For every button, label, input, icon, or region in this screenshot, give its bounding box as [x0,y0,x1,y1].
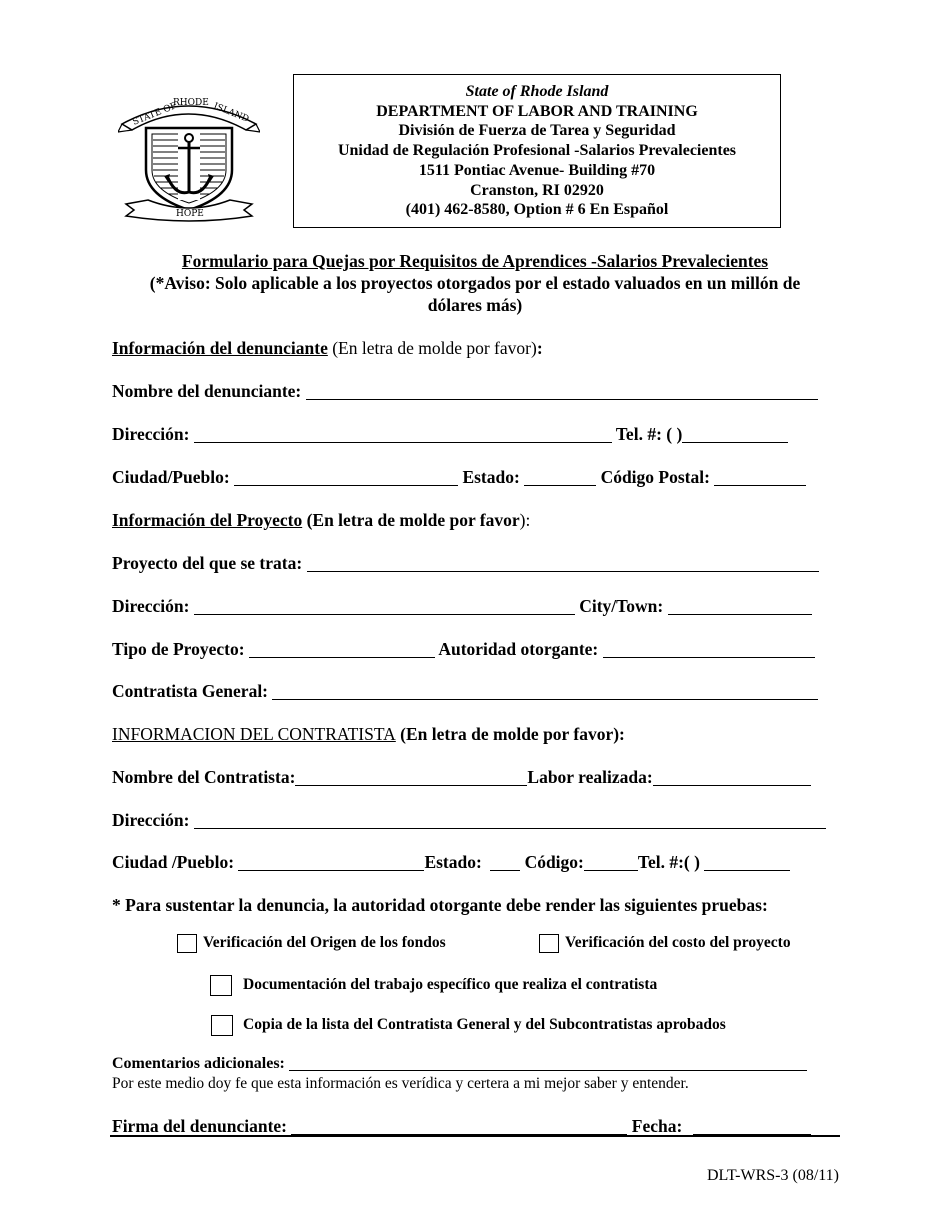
date-field[interactable] [693,1118,811,1135]
header-unit: Unidad de Regulación Profesional -Salarios Prevalecientes [337,142,737,160]
complainant-city-field[interactable] [234,469,458,486]
complainant-heading-colon: : [536,338,543,358]
comments-field[interactable] [289,1054,807,1071]
contractor-city-row [112,852,790,872]
project-address-label: Dirección: [112,596,194,616]
complainant-state-field[interactable] [524,469,596,486]
form-title [100,251,850,273]
complainant-heading-text: Información del denunciante [112,338,328,358]
contractor-code-field[interactable] [584,854,638,871]
header-phone: (401) 462-8580, Option # 6 En Español [405,201,669,219]
form-title-text: Formulario para Quejas por Requisitos de Aprendices -Salarios Prevalecientes [181,251,769,271]
project-name-label: Proyecto del que se trata: [112,553,307,573]
complainant-name-field[interactable] [306,383,818,400]
project-authority-field[interactable] [603,641,815,658]
comments-label: Comentarios adicionales: [112,1055,289,1072]
complainant-address-label: Dirección: [112,424,194,444]
form-notice-line1: (*Aviso: Solo aplicable a los proyectos otorgados por el estado valuados en un millón de [149,273,801,293]
list-option-label: Copia de la lista del Contratista General y del Subcontratistas aprobados [243,1016,726,1034]
date-label: Fecha: [627,1116,687,1136]
contractor-phone-label: Tel. #:( ) [637,852,705,872]
contractor-code-label: Código: [520,852,584,872]
seal-text-mid: RHODE [173,98,209,108]
contractor-heading-text: INFORMACION DEL CONTRATISTA [112,724,396,744]
contractor-phone-field[interactable] [704,854,790,871]
cost-checkbox[interactable] [539,934,559,953]
complainant-city-row [112,467,806,487]
contractor-name-label: Nombre del Contratista: [112,767,296,787]
project-address-field[interactable] [194,598,575,615]
attestation-text: Por este medio doy fe que esta información es verídica y certera a mi mejor saber y entender. [112,1075,689,1092]
project-heading-note: (En letra de molde por favor [302,510,520,530]
complainant-heading [112,338,543,358]
agency-header [293,74,781,228]
evidence-option-cost [539,934,791,953]
project-type-field[interactable] [249,641,435,658]
header-department: DEPARTMENT OF LABOR AND TRAINING [376,102,698,120]
complainant-name-label: Nombre del denunciante: [112,381,306,401]
complainant-zip-field[interactable] [714,469,806,486]
contractor-heading [112,724,625,744]
signature-label: Firma del denunciante: [112,1116,292,1136]
complainant-state-label: Estado: [458,467,525,487]
contractor-address-row [112,810,826,830]
complainant-phone-label: Tel. #: ( ) [611,424,683,444]
project-city-label: City/Town: [574,596,668,616]
header-division: División de Fuerza de Tarea y Seguridad [398,122,676,140]
header-city: Cranston, RI 02920 [470,181,604,199]
project-heading [112,510,530,530]
work-checkbox[interactable] [210,975,232,996]
general-contractor-row [112,681,818,701]
project-type-label: Tipo de Proyecto: [112,639,249,659]
general-contractor-label: Contratista General: [112,681,273,701]
complainant-phone-field[interactable] [682,426,788,443]
funds-checkbox[interactable] [177,934,197,953]
complainant-address-row [112,424,788,444]
comments-row [112,1054,807,1074]
complainant-address-field[interactable] [194,426,612,443]
header-state: State of Rhode Island [465,83,609,100]
seal-motto: HOPE [176,209,204,219]
header-street: 1511 Pontiac Avenue- Building #70 [418,161,656,179]
contractor-state-field[interactable] [490,854,520,871]
project-heading-end: ): [519,510,531,530]
project-name-row [112,553,819,573]
contractor-name-row [112,767,811,787]
form-id: DLT-WRS-3 (08/11) [707,1167,839,1184]
project-address-row [112,596,812,616]
evidence-option-work [210,975,657,996]
contractor-state-label: Estado: [424,852,487,872]
signature-field[interactable] [291,1118,627,1135]
signature-divider [110,1135,840,1137]
seal-text-left: STATE OF [131,100,179,128]
contractor-work-field[interactable] [653,769,811,786]
contractor-name-field[interactable] [295,769,527,786]
project-heading-text: Información del Proyecto [112,510,303,530]
funds-option-label: Verificación del Origen de los fondos [203,934,446,952]
evidence-intro: * Para sustentar la denuncia, la autoridad otorgante debe render las siguientes pruebas: [112,895,768,915]
contractor-city-label: Ciudad /Pueblo: [112,852,239,872]
complainant-name-row [112,381,818,401]
work-option-label: Documentación del trabajo específico que realiza el contratista [243,976,658,994]
complainant-city-label: Ciudad/Pueblo: [112,467,235,487]
contractor-city-field[interactable] [238,854,424,871]
project-authority-label: Autoridad otorgante: [434,639,603,659]
contractor-address-field[interactable] [194,812,826,829]
seal-text-right: ISLAND [211,101,251,125]
form-notice-line2: dólares más) [427,295,523,315]
contractor-address-label: Dirección: [112,810,194,830]
project-type-row [112,639,815,659]
project-name-field[interactable] [307,555,819,572]
state-seal-logo [118,92,260,224]
complainant-heading-note: (En letra de molde por favor) [327,338,537,358]
list-checkbox[interactable] [211,1015,233,1036]
cost-option-label: Verificación del costo del proyecto [565,934,791,952]
evidence-option-funds [177,934,446,953]
contractor-heading-note: (En letra de molde por favor): [395,724,625,744]
general-contractor-field[interactable] [272,683,818,700]
contractor-work-label: Labor realizada: [527,767,653,787]
evidence-option-list [211,1015,726,1036]
signature-row [112,1116,811,1136]
project-city-field[interactable] [668,598,812,615]
complainant-zip-label: Código Postal: [596,467,715,487]
